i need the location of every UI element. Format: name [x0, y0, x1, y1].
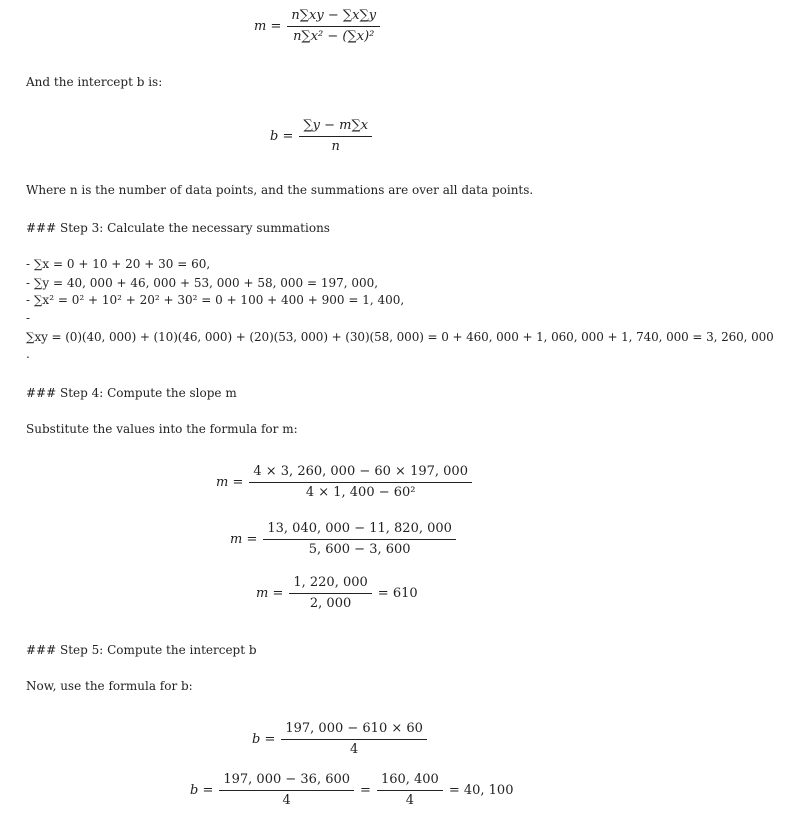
intercept-calc-lhs-1: b = — [252, 732, 276, 747]
intercept-calc-fraction-2a — [219, 772, 354, 809]
intercept-calc-line1 — [252, 721, 429, 758]
slope-calc-num-3: 1, 220, 000 — [289, 575, 371, 594]
intercept-calc-fraction-2b — [377, 772, 443, 809]
intercept-calc-line2 — [190, 772, 513, 809]
slope-calc-line3 — [256, 575, 418, 612]
intercept-lhs: b = — [270, 129, 294, 144]
intercept-calc-den-2a: 4 — [282, 793, 291, 808]
slope-denominator: n∑x² − (∑x)² — [293, 29, 375, 44]
intercept-denominator: n — [331, 139, 340, 154]
intercept-fraction — [299, 118, 372, 155]
where-text: Where n is the number of data points, and the summations are over all data points. — [26, 183, 534, 197]
slope-calc-fraction-3 — [289, 575, 371, 612]
intercept-numerator: ∑y − m∑x — [299, 118, 372, 137]
intercept-calc-fraction-1 — [281, 721, 427, 758]
sum-x-line: - ∑x = 0 + 10 + 20 + 30 = 60, — [26, 257, 211, 271]
intercept-calc-num-2a: 197, 000 − 36, 600 — [219, 772, 354, 791]
slope-calc-lhs-3: m = — [256, 586, 284, 601]
dot-line: . — [26, 347, 30, 361]
step3-heading: ### Step 3: Calculate the necessary summations — [26, 221, 330, 235]
slope-calc-result: = 610 — [377, 586, 418, 601]
step4-intro: Substitute the values into the formula for m: — [26, 422, 298, 436]
slope-formula — [254, 8, 382, 45]
sum-xy-line: ∑xy = (0)(40, 000) + (10)(46, 000) + (20)(53, 000) + (30)(58, 000) = 0 + 460, 000 + 1, 060, 000 + 1, 740, 000 = 3, 260, 000 — [26, 330, 774, 344]
intercept-calc-den-2b: 4 — [405, 793, 415, 808]
intercept-calc-result: = 40, 100 — [448, 783, 514, 798]
slope-calc-fraction-1 — [249, 464, 472, 501]
sum-x2-line: - ∑x² = 0² + 10² + 20² + 30² = 0 + 100 + 400 + 900 = 1, 400, — [26, 293, 405, 307]
slope-calc-den-2: 5, 600 − 3, 600 — [308, 542, 411, 557]
slope-calc-line1 — [216, 464, 474, 501]
step5-heading: ### Step 5: Compute the intercept b — [26, 643, 257, 657]
dash-line: - — [26, 311, 31, 325]
intercept-calc-num-2b: 160, 400 — [377, 772, 443, 791]
slope-fraction — [287, 8, 380, 45]
step5-intro: Now, use the formula for b: — [26, 679, 193, 693]
slope-numerator: n∑xy − ∑x∑y — [287, 8, 380, 27]
intercept-calc-equals: = — [360, 783, 371, 798]
slope-calc-num-2: 13, 040, 000 − 11, 820, 000 — [263, 521, 456, 540]
intercept-calc-lhs-2: b = — [190, 783, 214, 798]
slope-calc-den-3: 2, 000 — [309, 596, 352, 611]
intercept-intro: And the intercept b is: — [26, 75, 163, 89]
slope-calc-lhs-2: m = — [230, 532, 258, 547]
slope-calc-den-1: 4 × 1, 400 − 60² — [305, 485, 416, 500]
intercept-calc-num-1: 197, 000 − 610 × 60 — [281, 721, 427, 740]
slope-calc-lhs-1: m = — [216, 475, 244, 490]
sum-y-line: - ∑y = 40, 000 + 46, 000 + 53, 000 + 58, 000 = 197, 000, — [26, 276, 379, 290]
step4-heading: ### Step 4: Compute the slope m — [26, 386, 237, 400]
intercept-formula — [270, 118, 374, 155]
slope-calc-fraction-2 — [263, 521, 456, 558]
intercept-calc-den-1: 4 — [350, 742, 359, 757]
slope-calc-num-1: 4 × 3, 260, 000 − 60 × 197, 000 — [249, 464, 472, 483]
slope-lhs: m = — [254, 19, 282, 34]
slope-calc-line2 — [230, 521, 458, 558]
